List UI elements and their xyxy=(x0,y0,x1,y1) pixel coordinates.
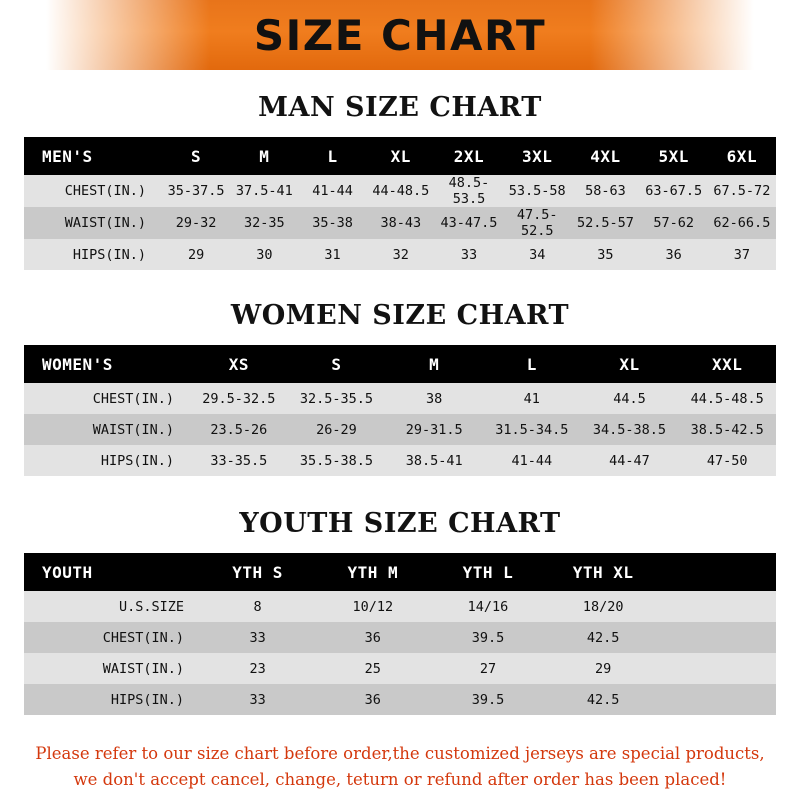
women-row-2-label: HIPS(IN.) xyxy=(100,452,174,469)
youth-cell-1-1: 36 xyxy=(364,629,381,646)
table-row xyxy=(24,414,776,445)
youth-cell-3-spacer xyxy=(661,684,776,715)
table-row xyxy=(24,207,776,239)
man-size-table xyxy=(24,137,776,270)
man-cell-1-6: 52.5-57 xyxy=(576,215,634,231)
youth-col-header-1: YTH S xyxy=(232,562,283,582)
man-table-body xyxy=(24,175,776,270)
youth-cell-2-3: 29 xyxy=(595,660,612,677)
man-col-header-8: 5XL xyxy=(658,146,689,166)
women-col-header-1: XS xyxy=(228,354,249,374)
youth-cell-0-1: 10/12 xyxy=(352,598,394,615)
women-cell-1-5: 38.5-42.5 xyxy=(690,421,764,438)
man-col-header-3: L xyxy=(327,146,338,166)
man-cell-2-4: 33 xyxy=(460,246,478,263)
man-cell-2-6: 35 xyxy=(597,246,614,263)
man-cell-0-8: 67.5-72 xyxy=(713,183,771,199)
table-row xyxy=(24,622,776,653)
youth-cell-2-2: 27 xyxy=(479,660,497,677)
youth-size-table xyxy=(24,553,776,715)
footer-note-line-2: we don't accept cancel, change, teturn or refund after order has been placed! xyxy=(73,769,727,789)
man-cell-1-8: 62-66.5 xyxy=(713,215,771,231)
women-cell-1-3: 31.5-34.5 xyxy=(495,421,569,438)
man-cell-0-3: 44-48.5 xyxy=(372,183,430,199)
women-col-header-4: L xyxy=(526,354,537,374)
women-col-header-5: XL xyxy=(619,354,640,374)
women-row-1-label: WAIST(IN.) xyxy=(92,421,174,438)
women-cell-1-2: 29-31.5 xyxy=(405,421,463,438)
table-row xyxy=(24,383,776,414)
man-row-0-label: CHEST(IN.) xyxy=(64,183,146,199)
youth-cell-3-1: 36 xyxy=(364,691,381,708)
youth-cell-0-0: 8 xyxy=(253,598,262,615)
man-cell-0-1: 37.5-41 xyxy=(235,183,293,199)
table-row xyxy=(24,653,776,684)
women-size-table-wrap xyxy=(24,345,776,476)
table-row xyxy=(24,445,776,476)
man-cell-1-4: 43-47.5 xyxy=(440,215,498,231)
women-col-header-3: M xyxy=(429,354,440,374)
man-cell-0-4: 48.5-53.5 xyxy=(448,175,490,207)
youth-cell-2-1: 25 xyxy=(364,660,381,677)
women-col-header-2: S xyxy=(331,354,342,374)
youth-cell-0-spacer xyxy=(661,591,776,622)
table-row xyxy=(24,591,776,622)
man-cell-0-6: 58-63 xyxy=(585,183,626,199)
women-cell-1-0: 23.5-26 xyxy=(210,421,268,438)
footer-note xyxy=(22,741,778,792)
youth-cell-3-0: 33 xyxy=(249,691,266,708)
man-col-header-7: 4XL xyxy=(590,146,621,166)
youth-row-0-label: U.S.SIZE xyxy=(118,598,184,615)
youth-col-header-2: YTH M xyxy=(347,562,399,582)
man-col-header-2: M xyxy=(259,146,270,166)
table-row xyxy=(24,175,776,207)
table-header-row xyxy=(24,345,776,383)
women-col-header-6: XXL xyxy=(711,354,743,374)
youth-size-table-wrap xyxy=(24,553,776,715)
women-size-table xyxy=(24,345,776,476)
man-section-heading: MAN SIZE CHART xyxy=(258,92,542,123)
man-col-header-9: 6XL xyxy=(726,146,758,166)
man-cell-2-1: 30 xyxy=(256,246,273,263)
youth-row-2-label: WAIST(IN.) xyxy=(102,660,184,677)
man-cell-1-2: 35-38 xyxy=(312,215,353,231)
man-cell-0-2: 41-44 xyxy=(312,183,353,199)
table-row xyxy=(24,239,776,270)
women-cell-2-2: 38.5-41 xyxy=(405,452,463,469)
man-cell-1-0: 29-32 xyxy=(175,215,217,231)
women-cell-0-5: 44.5-48.5 xyxy=(690,390,764,407)
youth-col-header-4: YTH XL xyxy=(572,562,634,582)
women-cell-2-4: 44-47 xyxy=(609,452,650,469)
women-cell-2-1: 35.5-38.5 xyxy=(299,452,374,469)
page-title: SIZE CHART xyxy=(253,10,547,60)
man-cell-0-5: 53.5-58 xyxy=(508,183,566,199)
man-cell-1-3: 38-43 xyxy=(380,215,422,231)
women-cell-0-1: 32.5-35.5 xyxy=(299,390,374,407)
man-cell-2-7: 36 xyxy=(665,246,682,263)
women-cell-2-0: 33-35.5 xyxy=(210,452,268,469)
man-cell-0-0: 35-37.5 xyxy=(167,183,225,199)
women-cell-0-4: 44.5 xyxy=(613,390,646,407)
women-cell-0-2: 38 xyxy=(426,390,443,407)
women-section-heading: WOMEN SIZE CHART xyxy=(230,300,570,331)
man-col-header-5: 2XL xyxy=(453,146,485,166)
women-table-header xyxy=(24,345,776,383)
youth-cell-1-2: 39.5 xyxy=(471,629,505,646)
man-cell-1-7: 57-62 xyxy=(653,215,694,231)
man-cell-2-8: 37 xyxy=(733,246,750,263)
women-col-header-0: WOMEN'S xyxy=(42,354,113,374)
man-row-1-label: WAIST(IN.) xyxy=(64,215,146,231)
women-cell-0-3: 41 xyxy=(523,390,540,407)
youth-cell-1-0: 33 xyxy=(249,629,266,646)
footer-note-line-1: Please refer to our size chart before order,the customized jerseys are special products, xyxy=(35,744,765,763)
man-cell-2-0: 29 xyxy=(187,246,205,263)
youth-cell-0-2: 14/16 xyxy=(467,598,509,615)
page-banner xyxy=(0,0,800,70)
youth-cell-2-0: 23 xyxy=(249,660,266,677)
youth-cell-2-spacer xyxy=(661,653,776,684)
women-cell-2-3: 41-44 xyxy=(511,452,553,469)
youth-table-body xyxy=(24,591,776,715)
women-table-body xyxy=(24,383,776,476)
man-col-header-4: XL xyxy=(390,146,411,166)
youth-cell-3-2: 39.5 xyxy=(471,691,505,708)
youth-row-1-label: CHEST(IN.) xyxy=(102,629,184,646)
man-col-header-1: S xyxy=(191,146,202,166)
youth-col-header-3: YTH L xyxy=(462,562,514,582)
man-size-table-wrap xyxy=(24,137,776,270)
youth-table-header xyxy=(24,553,776,591)
women-cell-1-4: 34.5-38.5 xyxy=(592,421,667,438)
youth-section-heading: YOUTH SIZE CHART xyxy=(239,508,561,539)
man-cell-0-7: 63-67.5 xyxy=(645,183,703,199)
youth-cell-1-spacer xyxy=(661,622,776,653)
youth-cell-1-3: 42.5 xyxy=(586,629,620,646)
women-cell-0-0: 29.5-32.5 xyxy=(202,390,276,407)
man-cell-2-2: 31 xyxy=(324,246,341,263)
table-header-row xyxy=(24,553,776,591)
man-cell-2-3: 32 xyxy=(392,246,409,263)
man-table-header xyxy=(24,137,776,175)
man-cell-1-5: 47.5-52.5 xyxy=(516,207,558,239)
man-row-2-label: HIPS(IN.) xyxy=(72,246,146,263)
table-row xyxy=(24,684,776,715)
youth-cell-0-3: 18/20 xyxy=(582,598,624,615)
youth-row-3-label: HIPS(IN.) xyxy=(110,691,184,708)
women-cell-1-1: 26-29 xyxy=(316,421,357,438)
youth-col-header-spacer xyxy=(661,553,776,591)
man-col-header-6: 3XL xyxy=(522,146,553,166)
women-cell-2-5: 47-50 xyxy=(706,452,748,469)
man-col-header-0: MEN'S xyxy=(42,146,93,166)
man-cell-1-1: 32-35 xyxy=(244,215,285,231)
man-cell-2-5: 34 xyxy=(529,246,546,263)
table-header-row xyxy=(24,137,776,175)
youth-col-header-0: YOUTH xyxy=(42,562,93,582)
youth-cell-3-3: 42.5 xyxy=(586,691,620,708)
women-row-0-label: CHEST(IN.) xyxy=(92,390,174,407)
